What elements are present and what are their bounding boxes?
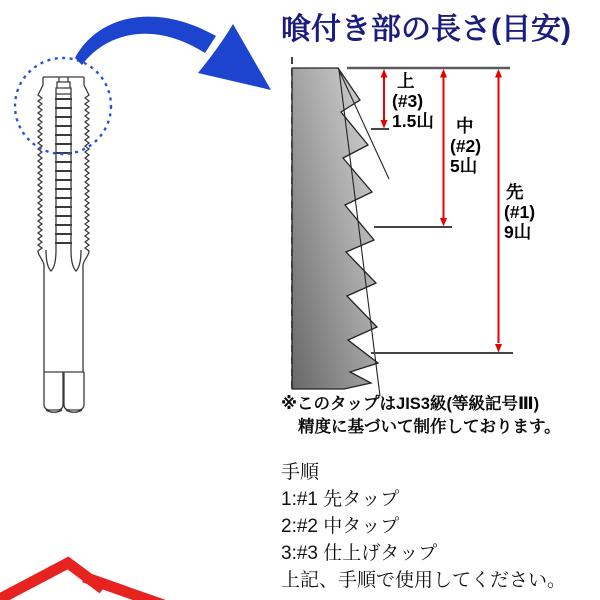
dimension-label-upper	[392, 71, 434, 131]
tap-flute-runout-left	[46, 250, 56, 271]
curved-pointer-arrow	[75, 17, 271, 90]
label-tip-threads: 9山	[504, 222, 532, 242]
tap-square-drive	[44, 372, 84, 412]
label-middle-number: (#2)	[450, 136, 482, 156]
procedure-heading: 手順	[281, 462, 320, 483]
tap-thread-bands	[55, 99, 72, 243]
dimension-arrow-1-5	[381, 69, 388, 129]
accuracy-note	[281, 393, 561, 439]
dimension-label-middle	[450, 116, 481, 176]
accuracy-note-line1: ※このタップはJIS3級(等級記号Ⅲ)	[281, 395, 540, 413]
dimension-arrow-5	[440, 69, 447, 227]
procedure-step-2: 2:#2 中タップ	[281, 516, 400, 537]
logo-red-mark	[0, 563, 172, 600]
tap-body-section	[292, 68, 378, 389]
label-middle-name: 中	[456, 116, 474, 136]
tap-thread-edge-left	[38, 77, 44, 372]
procedure-block	[281, 459, 566, 594]
label-upper-name: 上	[397, 71, 415, 91]
procedure-footer: 上記、手順で使用してください。	[281, 570, 567, 591]
procedure-step-1: 1:#1 先タップ	[281, 489, 400, 510]
tap-thread-edge-right	[83, 77, 89, 372]
label-middle-threads: 5山	[450, 156, 478, 176]
dimension-arrow-9	[495, 69, 502, 353]
page-title: 喰付き部の長さ(目安)	[281, 13, 571, 46]
tap-side-view-drawing	[38, 77, 89, 412]
label-upper-number: (#3)	[392, 91, 424, 111]
label-tip-number: (#1)	[504, 202, 536, 222]
tap-point-steps	[56, 77, 71, 94]
tap-flute-runout-right	[71, 250, 81, 271]
accuracy-note-line2: 精度に基づいて制作しております。	[298, 418, 561, 436]
dimension-label-tip	[504, 182, 535, 242]
procedure-step-3: 3:#3 仕上げタップ	[281, 543, 438, 564]
dashed-focus-circle	[15, 58, 111, 154]
label-tip-name: 先	[506, 182, 524, 202]
label-upper-threads: 1.5山	[392, 111, 434, 131]
pointer-arrow-body	[75, 17, 216, 65]
